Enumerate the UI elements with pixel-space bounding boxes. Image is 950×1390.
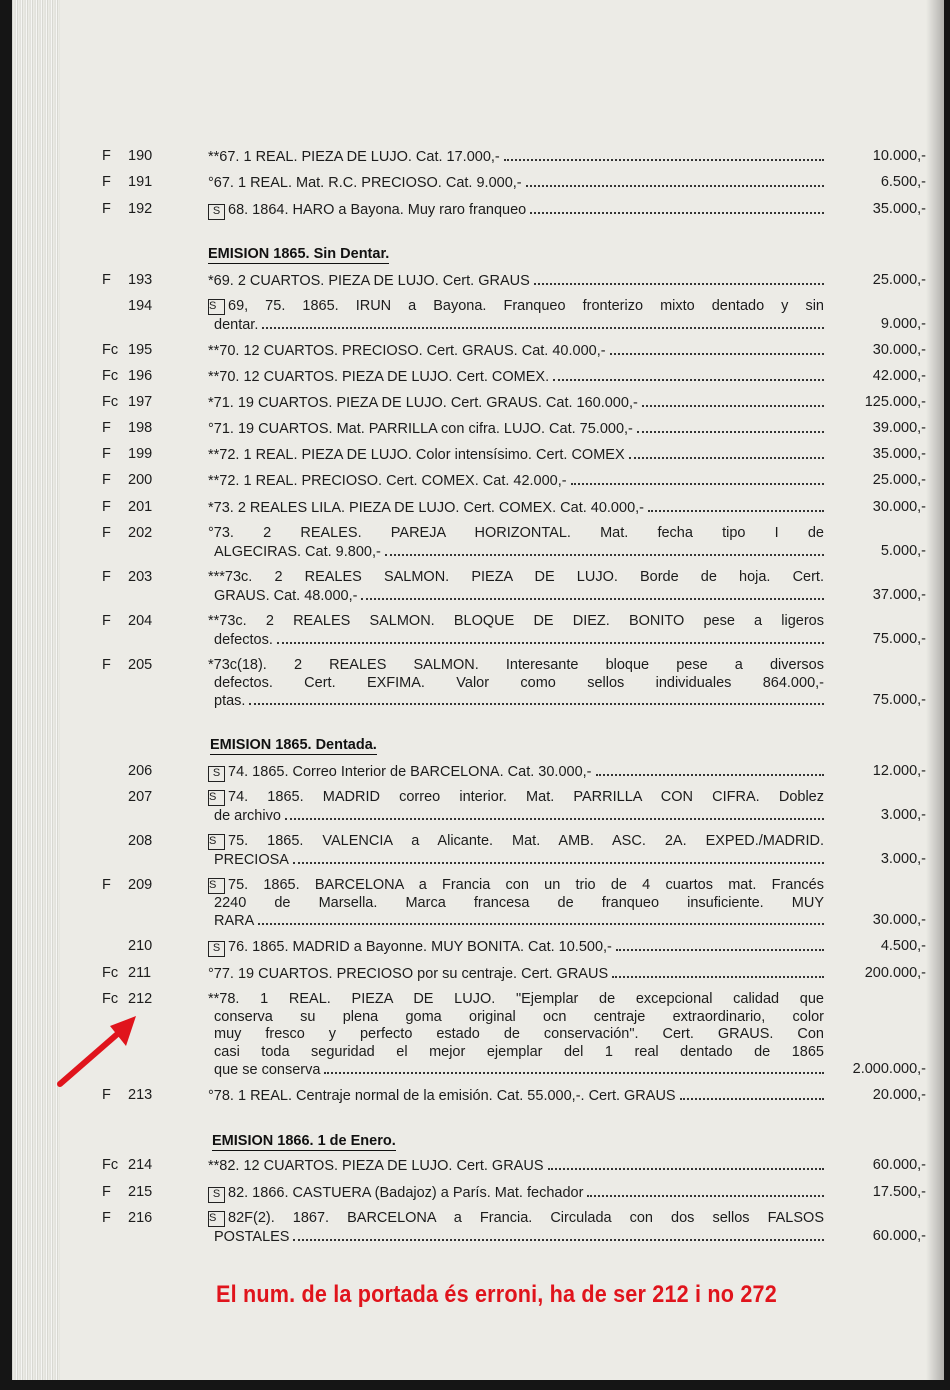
dot-leader [293,1228,824,1241]
dot-leader [571,472,824,485]
description-line [208,938,824,957]
dot-leader [526,174,824,187]
lot-row [12,446,944,464]
dot-leader [616,938,824,951]
lot-description [208,569,824,605]
lot-grade: F [102,1184,111,1200]
description-line [208,368,824,387]
lot-grade: Fc [102,342,119,358]
description-text: de archivo [214,807,281,824]
dot-leader [548,1157,825,1170]
boxed-s-icon: S [208,941,225,957]
description-text: RARA [214,913,255,929]
description-line [208,1157,824,1176]
description-line [208,763,824,782]
description-text: GRAUS. Cat. 48.000,- [214,587,358,604]
lot-number: 215 [128,1184,153,1200]
dot-leader [612,965,824,978]
description-text: °71. 19 CUARTOS. Mat. PARRILLA con cifra. LUJO. Cat. 75.000,- [208,421,633,437]
lot-number: 199 [128,446,153,462]
lot-description [208,877,824,931]
lot-grade: F [102,1210,111,1226]
lot-price: 42.000,- [872,368,926,384]
description-line [208,657,824,675]
lot-number: 193 [128,272,153,288]
lot-number: 201 [128,499,153,515]
lot-description [208,298,824,334]
lot-description [208,368,824,387]
description-text: **70. 12 CUARTOS. PIEZA DE LUJO. Cert. COMEX. [208,369,550,385]
description-line [208,1210,824,1228]
description-text: *73c(18). 2 REALES SALMON. Interesante bloque pese a diversos [208,657,824,673]
dot-leader [385,543,824,556]
description-text: **82. 12 CUARTOS. PIEZA DE LUJO. Cert. GRAUS [208,1158,544,1174]
boxed-s-icon: S [208,204,225,220]
description-text: casi toda seguridad el mejor ejemplar del 1 real dentado de 1865 [214,1043,824,1060]
lot-price: 6.500,- [880,174,926,190]
dot-leader [596,763,825,776]
description-line [208,342,824,361]
description-text: 2240 de Marsella. Marca francesa de franqueo insuficiente. MUY [214,894,824,911]
lot-grade: F [102,1087,111,1103]
lot-grade: F [102,148,111,164]
lot-number: 190 [128,148,153,164]
lot-number: 209 [128,877,153,893]
lot-description [208,657,824,711]
lot-description [208,342,824,361]
lot-number: 208 [128,833,153,849]
description-text: defectos. [214,631,273,648]
description-line [208,1184,824,1203]
lot-grade: Fc [102,991,119,1007]
description-text: 75. 1865. BARCELONA a Francia con un trio de 4 cuartos mat. Francés [228,877,824,893]
description-text: °78. 1 REAL. Centraje normal de la emisión. Cat. 55.000,-. Cert. GRAUS [208,1088,676,1104]
lot-description [208,789,824,825]
description-text: ptas. [214,693,246,709]
description-line [208,525,824,543]
lot-row [12,1157,944,1175]
lot-row [12,789,944,824]
dot-leader [324,1061,824,1074]
lot-description [208,148,824,167]
boxed-s-icon: S [208,766,225,782]
description-text: dentar. [214,316,259,333]
lot-number: 195 [128,342,153,358]
description-line [208,1009,824,1027]
lot-grade: F [102,499,111,515]
description-line [208,587,824,606]
lot-grade: F [102,613,111,629]
lot-price: 25.000,- [872,272,926,288]
lot-description [208,394,824,413]
description-text: PRECIOSA [214,851,289,868]
handwritten-correction-note: El num. de la portada és erroni, ha de ser 212 i no 272 [216,1281,777,1308]
section-heading: EMISION 1865. Dentada. [210,737,377,753]
lot-price: 10.000,- [872,148,926,164]
lot-grade: Fc [102,965,119,981]
dot-leader [648,499,824,512]
dot-leader [530,201,824,214]
lot-description [208,965,824,984]
boxed-s-icon: S [208,878,225,894]
description-line [208,394,824,413]
lot-description [208,1157,824,1176]
description-line [208,316,824,335]
dot-leader [642,394,824,407]
dot-leader [361,587,824,600]
section-heading: EMISION 1865. Sin Dentar. [208,246,390,262]
lot-description [208,833,824,869]
lot-description [208,499,824,518]
lot-grade: F [102,446,111,462]
dot-leader [262,316,824,329]
lot-description [208,525,824,561]
dot-leader [293,851,824,864]
description-text: POSTALES [214,1228,290,1245]
description-text: 68. 1864. HARO a Bayona. Muy raro franqueo [228,202,527,218]
lot-number: 191 [128,174,153,190]
dot-leader [610,342,824,355]
lot-row [12,368,944,386]
lot-row [12,877,944,930]
lot-row [12,342,944,360]
boxed-s-icon: S [208,299,225,315]
description-text: muy fresco y perfecto estado de conservación". Cert. GRAUS. Con [214,1026,824,1042]
lot-description [208,1087,824,1106]
description-line [208,631,824,650]
description-line [208,298,824,316]
description-text: *71. 19 CUARTOS. PIEZA DE LUJO. Cert. GRAUS. Cat. 160.000,- [208,395,638,411]
lot-price: 30.000,- [872,342,926,358]
description-text: 69, 75. 1865. IRUN a Bayona. Franqueo fronterizo mixto dentado y sin [228,298,824,314]
dot-leader [249,692,824,705]
lot-row [12,148,944,166]
dot-leader [277,631,824,644]
lot-price: 20.000,- [872,1087,926,1103]
lot-description [208,472,824,491]
catalog-page [12,0,944,1380]
lot-price: 60.000,- [872,1157,926,1173]
lot-number: 200 [128,472,153,488]
description-line [208,965,824,984]
lot-price: 12.000,- [872,763,926,779]
description-line [208,1044,824,1062]
lot-grade: F [102,272,111,288]
description-line [208,174,824,193]
boxed-s-icon: S [208,1187,225,1203]
lot-number: 210 [128,938,153,954]
boxed-s-icon: S [208,790,225,806]
lot-number: 205 [128,657,153,673]
lot-price: 30.000,- [872,912,926,928]
dot-leader [534,272,824,285]
lot-grade: F [102,174,111,190]
description-line [208,613,824,631]
description-line [208,789,824,807]
lot-price: 9.000,- [880,315,926,332]
lot-price: 4.500,- [880,938,926,954]
description-line [208,877,824,895]
description-text: **78. 1 REAL. PIEZA DE LUJO. "Ejemplar de excepcional calidad que [208,991,824,1007]
lot-number: 196 [128,368,153,384]
lot-number: 202 [128,525,153,541]
lot-grade: F [102,472,111,488]
description-text: **70. 12 CUARTOS. PRECIOSO. Cert. GRAUS. Cat. 40.000,- [208,343,606,359]
lot-price: 60.000,- [872,1227,926,1244]
lot-price: 3.000,- [880,806,926,823]
description-line [208,1061,824,1080]
lot-description [208,272,824,291]
lot-row [12,298,944,333]
lot-row [12,938,944,956]
lot-description [208,174,824,193]
description-line [208,912,824,931]
lot-price: 37.000,- [872,586,926,603]
lot-number: 207 [128,789,153,805]
lot-row [12,499,944,517]
description-text: 76. 1865. MADRID a Bayonne. MUY BONITA. Cat. 10.500,- [228,939,612,955]
lot-grade: Fc [102,368,119,384]
lot-row [12,613,944,648]
lot-grade: F [102,201,111,217]
description-text: conserva su plena goma original ocn centraje extraordinario, color [214,1008,824,1025]
description-line [208,569,824,587]
description-line [208,833,824,851]
lot-row [12,394,944,412]
dot-leader [587,1184,824,1197]
description-text: 75. 1865. VALENCIA a Alicante. Mat. AMB. ASC. 2A. EXPED./MADRID. [228,833,824,849]
description-text: ***73c. 2 REALES SALMON. PIEZA DE LUJO. Borde de hoja. Cert. [208,569,824,585]
description-line [208,991,824,1009]
lot-description [208,938,824,957]
lot-number: 203 [128,569,153,585]
lot-price: 30.000,- [872,499,926,515]
lot-row [12,763,944,781]
description-line [208,675,824,693]
lot-grade: F [102,657,111,673]
description-line [208,420,824,439]
lot-description [208,613,824,649]
description-text: *73. 2 REALES LILA. PIEZA DE LUJO. Cert. COMEX. Cat. 40.000,- [208,500,644,516]
lot-number: 216 [128,1210,153,1226]
description-line [208,851,824,870]
lot-description [208,763,824,782]
description-text: °73. 2 REALES. PAREJA HORIZONTAL. Mat. fecha tipo I de [208,525,824,541]
dot-leader [680,1087,824,1100]
description-line [208,1087,824,1106]
lot-number: 192 [128,201,153,217]
description-line [208,895,824,913]
lot-number: 204 [128,613,153,629]
description-text: **67. 1 REAL. PIEZA DE LUJO. Cat. 17.000,- [208,149,500,165]
description-text: **72. 1 REAL. PIEZA DE LUJO. Color intensísimo. Cert. COMEX [208,447,625,463]
lot-price: 125.000,- [864,394,926,410]
description-text: que se conserva [214,1062,321,1078]
description-line [208,1026,824,1044]
description-text: ALGECIRAS. Cat. 9.800,- [214,543,381,560]
dot-leader [553,368,824,381]
red-arrow-icon [52,1008,162,1098]
description-line [208,499,824,518]
lot-price: 75.000,- [872,692,926,708]
description-text: °67. 1 REAL. Mat. R.C. PRECIOSO. Cat. 9.000,- [208,175,522,191]
lot-row [12,833,944,868]
description-line [208,1228,824,1247]
lot-number: 197 [128,394,153,410]
lot-price: 5.000,- [880,542,926,559]
lot-price: 75.000,- [872,630,926,647]
lot-grade: Fc [102,1157,119,1173]
lot-price: 25.000,- [872,472,926,488]
lot-grade: F [102,525,111,541]
lot-description [208,1210,824,1246]
lot-row [12,569,944,604]
lot-row [12,965,944,983]
lot-price: 200.000,- [864,965,926,981]
lot-description [208,420,824,439]
description-line [208,201,824,220]
lot-row [12,201,944,219]
dot-leader [285,807,824,820]
lot-description [208,1184,824,1203]
description-text: **72. 1 REAL. PRECIOSO. Cert. COMEX. Cat. 42.000,- [208,473,567,489]
lot-number: 211 [128,965,152,981]
lot-description [208,201,824,220]
description-text: 82. 1866. CASTUERA (Badajoz) a París. Mat. fechador [228,1185,584,1201]
lot-price: 17.500,- [872,1184,926,1200]
lot-row [12,174,944,192]
lot-number: 214 [128,1157,153,1173]
lot-number: 198 [128,420,153,436]
lot-price: 2.000.000,- [852,1061,926,1077]
description-line [208,446,824,465]
lot-row [12,1184,944,1202]
lot-row [12,472,944,490]
description-text: *69. 2 CUARTOS. PIEZA DE LUJO. Cert. GRAUS [208,273,530,289]
description-line [208,692,824,711]
lot-grade: Fc [102,394,119,410]
description-text: °77. 19 CUARTOS. PRECIOSO por su centraje. Cert. GRAUS [208,966,609,982]
lot-price: 39.000,- [872,420,926,436]
section-heading: EMISION 1866. 1 de Enero. [212,1133,396,1149]
description-text: defectos. Cert. EXFIMA. Valor como sellos individuales 864.000,- [214,674,824,691]
lot-grade: F [102,569,111,585]
lot-number: 212 [128,991,153,1007]
lot-number: 213 [128,1087,153,1103]
dot-leader [629,446,824,459]
lot-price: 3.000,- [880,850,926,867]
dot-leader [637,420,824,433]
description-line [208,543,824,562]
description-line [208,472,824,491]
lot-description [208,446,824,465]
lot-grade: F [102,420,111,436]
lot-number: 194 [128,298,153,314]
lot-row [12,272,944,290]
lot-price: 35.000,- [872,201,926,217]
description-text: 74. 1865. Correo Interior de BARCELONA. Cat. 30.000,- [228,764,592,780]
description-text: 82F(2). 1867. BARCELONA a Francia. Circulada con dos sellos FALSOS [228,1210,824,1226]
dot-leader [504,148,824,161]
boxed-s-icon: S [208,1211,225,1227]
lot-row [12,1210,944,1245]
lot-row [12,657,944,710]
boxed-s-icon: S [208,834,225,850]
lot-number: 206 [128,763,153,779]
description-line [208,807,824,826]
dot-leader [258,912,824,925]
description-line [208,148,824,167]
lot-row [12,525,944,560]
lot-description [208,991,824,1080]
description-text: 74. 1865. MADRID correo interior. Mat. PARRILLA CON CIFRA. Doblez [228,789,824,805]
lot-grade: F [102,877,111,893]
description-text: **73c. 2 REALES SALMON. BLOQUE DE DIEZ. BONITO pese a ligeros [208,613,824,629]
lot-price: 35.000,- [872,446,926,462]
description-line [208,272,824,291]
lot-row [12,420,944,438]
